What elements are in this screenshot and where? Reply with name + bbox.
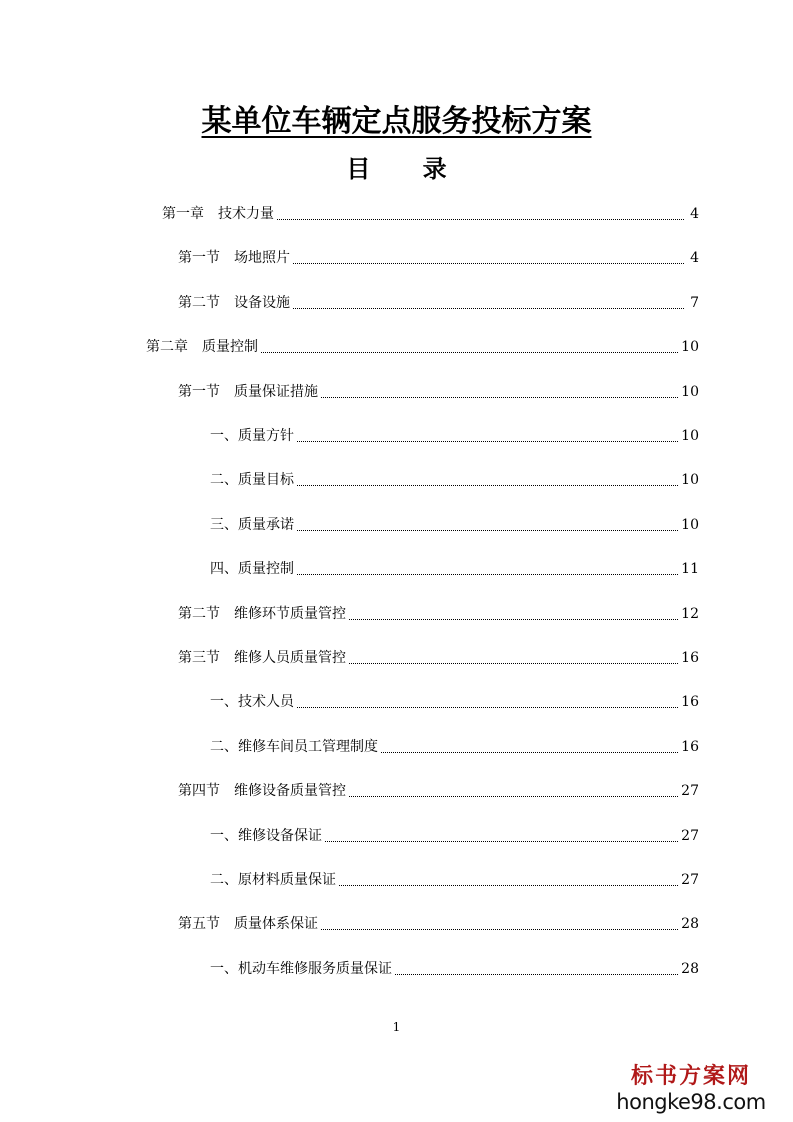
toc-entry[interactable] — [210, 825, 699, 847]
toc-entry-title: 第二章 质量控制 — [146, 339, 258, 355]
toc-dot-leader — [293, 307, 684, 309]
toc-entry-title: 一、机动车维修服务质量保证 — [210, 961, 392, 977]
toc-dot-leader — [349, 618, 678, 620]
toc-entry-page: 10 — [681, 339, 699, 355]
toc-dot-leader — [277, 218, 684, 220]
toc-entry-page: 28 — [681, 961, 699, 977]
toc-entry-page: 10 — [681, 472, 699, 488]
watermark-url: hongke98.com — [616, 1090, 766, 1114]
toc-entry-page: 4 — [690, 206, 699, 222]
toc-entry[interactable] — [178, 603, 699, 625]
toc-entry-page: 4 — [690, 250, 699, 266]
toc-entry[interactable] — [162, 203, 699, 225]
toc-entry-title: 第四节 维修设备质量管控 — [178, 783, 346, 799]
toc-entry[interactable] — [210, 869, 699, 891]
toc-entry-page: 27 — [681, 828, 699, 844]
toc-entry-title: 四、质量控制 — [210, 561, 294, 577]
toc-dot-leader — [349, 662, 678, 664]
toc-entry[interactable] — [178, 647, 699, 669]
toc-entry-title: 第五节 质量体系保证 — [178, 916, 318, 932]
toc-entry-title: 三、质量承诺 — [210, 517, 294, 533]
toc-entry-title: 第三节 维修人员质量管控 — [178, 650, 346, 666]
toc-entry-page: 16 — [681, 650, 699, 666]
toc-entry-title: 一、质量方针 — [210, 428, 294, 444]
toc-entry-page: 10 — [681, 428, 699, 444]
toc-entry-title: 第二节 设备设施 — [178, 295, 290, 311]
toc-heading: 目 录 — [346, 154, 469, 183]
toc-entry-title: 第一节 场地照片 — [178, 250, 290, 266]
toc-entry[interactable] — [146, 336, 699, 358]
toc-entry-page: 11 — [681, 561, 699, 577]
toc-dot-leader — [395, 973, 678, 975]
toc-entry-title: 二、维修车间员工管理制度 — [210, 739, 378, 755]
toc-dot-leader — [297, 573, 678, 575]
toc-dot-leader — [297, 529, 678, 531]
toc-entry-title: 一、维修设备保证 — [210, 828, 322, 844]
toc-entry[interactable] — [210, 558, 699, 580]
toc-entry[interactable] — [178, 292, 699, 314]
toc-entry[interactable] — [178, 913, 699, 935]
toc-entry-title: 第一章 技术力量 — [162, 206, 274, 222]
toc-entry-title: 一、技术人员 — [210, 694, 294, 710]
toc-entry[interactable] — [210, 736, 699, 758]
toc-dot-leader — [293, 262, 684, 264]
document-title: 某单位车辆定点服务投标方案 — [201, 104, 592, 139]
toc-dot-leader — [261, 351, 678, 353]
toc-entry-page: 10 — [681, 517, 699, 533]
toc-entry[interactable] — [178, 381, 699, 403]
toc-dot-leader — [349, 795, 678, 797]
toc-entry[interactable] — [210, 958, 699, 980]
toc-entry-page: 12 — [681, 606, 699, 622]
toc-dot-leader — [321, 396, 678, 398]
toc-entry[interactable] — [210, 514, 699, 536]
toc-dot-leader — [297, 706, 678, 708]
toc-dot-leader — [297, 484, 678, 486]
toc-entry-title: 第二节 维修环节质量管控 — [178, 606, 346, 622]
toc-dot-leader — [297, 440, 678, 442]
toc-entry-title: 二、质量目标 — [210, 472, 294, 488]
toc-entry-page: 27 — [681, 783, 699, 799]
toc-entry-page: 27 — [681, 872, 699, 888]
toc-entry-title: 第一节 质量保证措施 — [178, 384, 318, 400]
toc-dot-leader — [325, 840, 678, 842]
toc-entry[interactable] — [178, 780, 699, 802]
toc-dot-leader — [339, 884, 678, 886]
toc-entry-page: 7 — [690, 295, 699, 311]
watermark-site-name: 标书方案网 — [630, 1064, 751, 1089]
toc-dot-leader — [321, 928, 678, 930]
site-watermark — [601, 1064, 781, 1114]
toc-entry-page: 28 — [681, 916, 699, 932]
toc-entry-page: 16 — [681, 694, 699, 710]
toc-entry[interactable] — [210, 425, 699, 447]
toc-entry-title: 二、原材料质量保证 — [210, 872, 336, 888]
toc-entry-page: 10 — [681, 384, 699, 400]
toc-entry[interactable] — [210, 469, 699, 491]
toc-entry[interactable] — [210, 691, 699, 713]
page-number: 1 — [392, 1020, 401, 1034]
toc-entry-page: 16 — [681, 739, 699, 755]
toc-dot-leader — [381, 751, 678, 753]
toc-entry[interactable] — [178, 247, 699, 269]
